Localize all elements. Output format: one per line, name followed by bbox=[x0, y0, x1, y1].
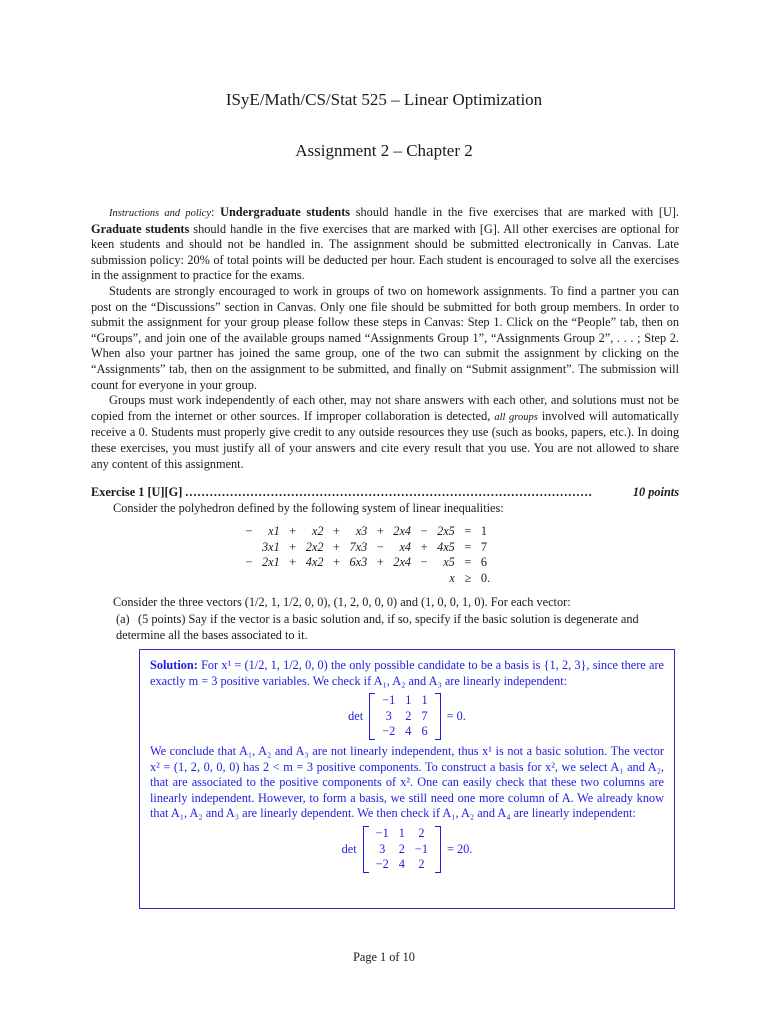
system-cell bbox=[240, 571, 258, 587]
matrix-cell: −1 bbox=[375, 825, 389, 840]
system-cell: = bbox=[464, 539, 472, 554]
system-cell: + bbox=[376, 524, 384, 539]
matrix-cell: −2 bbox=[375, 857, 389, 872]
system-cell: 4x5 bbox=[437, 539, 455, 554]
matrix-row bbox=[377, 693, 432, 709]
system-cell: + bbox=[420, 539, 428, 554]
matrix-cell: 3 bbox=[385, 708, 392, 723]
matrix-cell: 7 bbox=[421, 708, 428, 723]
system-cell bbox=[346, 571, 372, 587]
system-cell: 7x3 bbox=[349, 539, 368, 554]
system-cell: x4 bbox=[399, 539, 412, 554]
system-cell: − bbox=[420, 524, 428, 539]
system-cell: + bbox=[376, 555, 384, 570]
matrix-cell: 1 bbox=[398, 825, 405, 840]
matrix-cell: −2 bbox=[382, 724, 396, 739]
system-cell: 1 bbox=[480, 524, 487, 539]
system-cell bbox=[415, 571, 433, 587]
system-cell: 6x3 bbox=[349, 555, 368, 570]
system-cell: + bbox=[289, 539, 297, 554]
policy-text-a: should handle in the five exercises that are marked with [U]. bbox=[350, 205, 679, 219]
system-cell: − bbox=[420, 555, 428, 570]
system-cell: x3 bbox=[355, 524, 368, 539]
solution-label: Solution: bbox=[150, 658, 198, 672]
system-cell bbox=[371, 571, 389, 587]
matrix-row bbox=[377, 709, 432, 725]
system-cell: 2x1 bbox=[262, 555, 280, 570]
policy-text-d: involved will automatically receive a 0. Students must properly give credit to any outside resources they use (such as books, papers, etc.). In doing these exercises, you must justify all of your answers and cite every result that you use. You are not allowed to share any content of this assignment. bbox=[91, 408, 680, 471]
system-cell: 7 bbox=[480, 539, 487, 554]
system-row bbox=[240, 540, 494, 556]
system-cell bbox=[240, 540, 258, 556]
system-cell: x2 bbox=[311, 524, 324, 539]
policy-text-c: Groups must work independently of each other, may not share answers with each other, and solutions must not be copied from the internet or other sources. If improper collaboration is detected, bbox=[91, 393, 679, 423]
system-cell: x bbox=[449, 570, 455, 585]
system-cell: + bbox=[289, 524, 297, 539]
system-cell: 2x5 bbox=[437, 524, 455, 539]
course-title: ISyE/Math/CS/Stat 525 – Linear Optimization bbox=[225, 90, 543, 109]
system-cell: 6 bbox=[480, 555, 487, 570]
solution-para-2: We conclude that A₁, A₂ and A₃ are not linearly independent, thus x¹ is not a basic solution. The vector x² = (1, 2, 0, 0, 0) has 2 < m = 3 positive components. To construct a basis for x², we select A₁ and A₂, that are associated to the positive components of x². One can easily check that these two columns are linearly independent. However, to form a basis, we still need one more column of A. We already know that A₁, A₂ and A₃ are linearly dependent. We then check if A₁, A₂ and A₄ are linearly independent: bbox=[150, 743, 664, 821]
det-result-1: = 0. bbox=[446, 708, 466, 723]
matrix-cell: 2 bbox=[398, 841, 405, 856]
matrix-row bbox=[371, 826, 433, 842]
system-row bbox=[240, 571, 494, 587]
matrix-cell: −1 bbox=[382, 693, 396, 708]
system-cell bbox=[328, 571, 346, 587]
grad-label: Graduate students bbox=[91, 221, 190, 236]
system-cell: + bbox=[289, 555, 297, 570]
matrix-cell: 6 bbox=[421, 724, 428, 739]
instructions-section bbox=[91, 205, 679, 472]
system-row bbox=[240, 555, 494, 571]
system-cell: x1 bbox=[268, 524, 280, 539]
determinant-1 bbox=[150, 693, 664, 740]
system-cell: + bbox=[333, 555, 340, 570]
matrix-row bbox=[377, 724, 432, 740]
system-row bbox=[240, 524, 494, 540]
system-cell: 0. bbox=[480, 570, 491, 585]
vectors-text: Consider the three vectors (1/2, 1, 1/2, 0, 0), (1, 2, 0, 0, 0) and (1, 0, 0, 1, 0). For each vector: bbox=[113, 595, 571, 609]
inequality-system bbox=[240, 524, 494, 586]
system-cell: 2x4 bbox=[393, 524, 412, 539]
system-cell: + bbox=[333, 539, 340, 554]
part-a-label: (a) bbox=[116, 612, 130, 626]
system-cell bbox=[258, 571, 284, 587]
system-cell: − bbox=[245, 555, 253, 570]
system-cell: = bbox=[464, 524, 472, 539]
system-cell bbox=[284, 571, 302, 587]
leader-dots: .................................................................................................... bbox=[185, 485, 593, 499]
all-groups-emphasis: all groups bbox=[494, 411, 538, 423]
policy-paragraph-3 bbox=[91, 393, 679, 472]
matrix-cell: 1 bbox=[421, 693, 428, 708]
system-cell: + bbox=[333, 524, 340, 539]
solution-para-1 bbox=[150, 658, 664, 689]
matrix-cell: 2 bbox=[418, 857, 425, 872]
determinant-2 bbox=[150, 826, 664, 873]
system-cell: 2x4 bbox=[393, 555, 412, 570]
system-cell: x5 bbox=[443, 555, 455, 570]
part-a bbox=[116, 612, 679, 643]
matrix-row bbox=[371, 842, 433, 858]
exercise-points: 10 points bbox=[632, 485, 679, 499]
assignment-title: Assignment 2 – Chapter 2 bbox=[295, 141, 473, 160]
policy-label: Instructions and policy bbox=[109, 208, 211, 219]
solution-box bbox=[139, 649, 675, 909]
system-cell: = bbox=[464, 555, 472, 570]
policy-paragraph-1: Instructions and policy: Undergraduate students should handle in the five exercises that are marked with [U]. Graduate students should handle in the five exercises that are marked with [G]. All other exercises are optional for keen students and should not be handled in. The assignment should be submitted electronically in Canvas. Late submission policy: 20% of total points will be deducted per hour. Each student is encouraged to solve all the exercises in the assignment to practice for the exams. bbox=[91, 205, 679, 283]
matrix-cell: 3 bbox=[379, 841, 386, 856]
det-result-2: = 20. bbox=[446, 841, 473, 856]
undergrad-label: Undergraduate students bbox=[220, 205, 351, 219]
system-cell: 2x2 bbox=[305, 539, 324, 554]
exercise-intro: Consider the polyhedron defined by the following system of linear inequalities: bbox=[113, 501, 504, 515]
exercise-label: Exercise 1 [U][G] bbox=[91, 485, 183, 499]
det-label-1: det bbox=[348, 708, 364, 723]
matrix-cell: 4 bbox=[398, 857, 405, 872]
policy-paragraph-2: Students are strongly encouraged to work in groups of two on homework assignments. To find a partner you can post on the “Discussions” section in Canvas. Only one file should be submitted for both group members. In order to submit the assignment for your group please follow these steps in Canvas: Step 1. Click on the “People” tab, then on “Groups”, and join one of the available groups named “Assignments Group 1”, “Assignments Group 2”, . . . ; Step 2. When also your partner has joined the same group, one of the two can submit the assignment by clicking on the “Assignments” tab, then on the assignment to be submitted, and finally on “Submit assignment”. The submission will count for everyone in your group. bbox=[91, 283, 679, 392]
system-cell: 3x1 bbox=[262, 539, 280, 554]
solution-text-1: For x¹ = (1/2, 1, 1/2, 0, 0) the only possible candidate to be a basis is {1, 2, 3}, since there are exactly m = 3 positive variables. We check if A₁, A₂ and A₃ are linearly independent: bbox=[150, 658, 664, 688]
matrix-cell: 1 bbox=[405, 693, 412, 708]
system-cell: 4x2 bbox=[305, 555, 324, 570]
det-label-2: det bbox=[341, 841, 357, 856]
matrix-cell: 4 bbox=[405, 724, 412, 739]
matrix-cell: −1 bbox=[414, 841, 428, 856]
matrix-row bbox=[371, 857, 433, 873]
matrix-cell: 2 bbox=[405, 708, 412, 723]
policy-text-b: should handle in the five exercises that are marked with [G]. All other exercises are optional for keen students and should not be handled in. The assignment should be submitted electronically in Canvas. Late submission policy: 20% of total points will be deducted per hour. Each student is encouraged to solve all the exercises in the assignment to practice for the exams. bbox=[91, 221, 679, 283]
matrix-2 bbox=[363, 826, 441, 873]
system-cell: ≥ bbox=[464, 570, 472, 585]
part-a-text: (5 points) Say if the vector is a basic solution and, if so, specify if the basic solution is degenerate and determine all the bases associated to it. bbox=[116, 612, 639, 642]
system-cell: − bbox=[245, 524, 253, 539]
page-footer: Page 1 of 10 bbox=[353, 950, 415, 964]
system-cell bbox=[389, 571, 415, 587]
matrix-cell: 2 bbox=[418, 825, 425, 840]
system-cell bbox=[302, 571, 328, 587]
exercise-header bbox=[91, 485, 679, 500]
system-cell: − bbox=[376, 539, 384, 554]
matrix-1 bbox=[369, 693, 440, 740]
